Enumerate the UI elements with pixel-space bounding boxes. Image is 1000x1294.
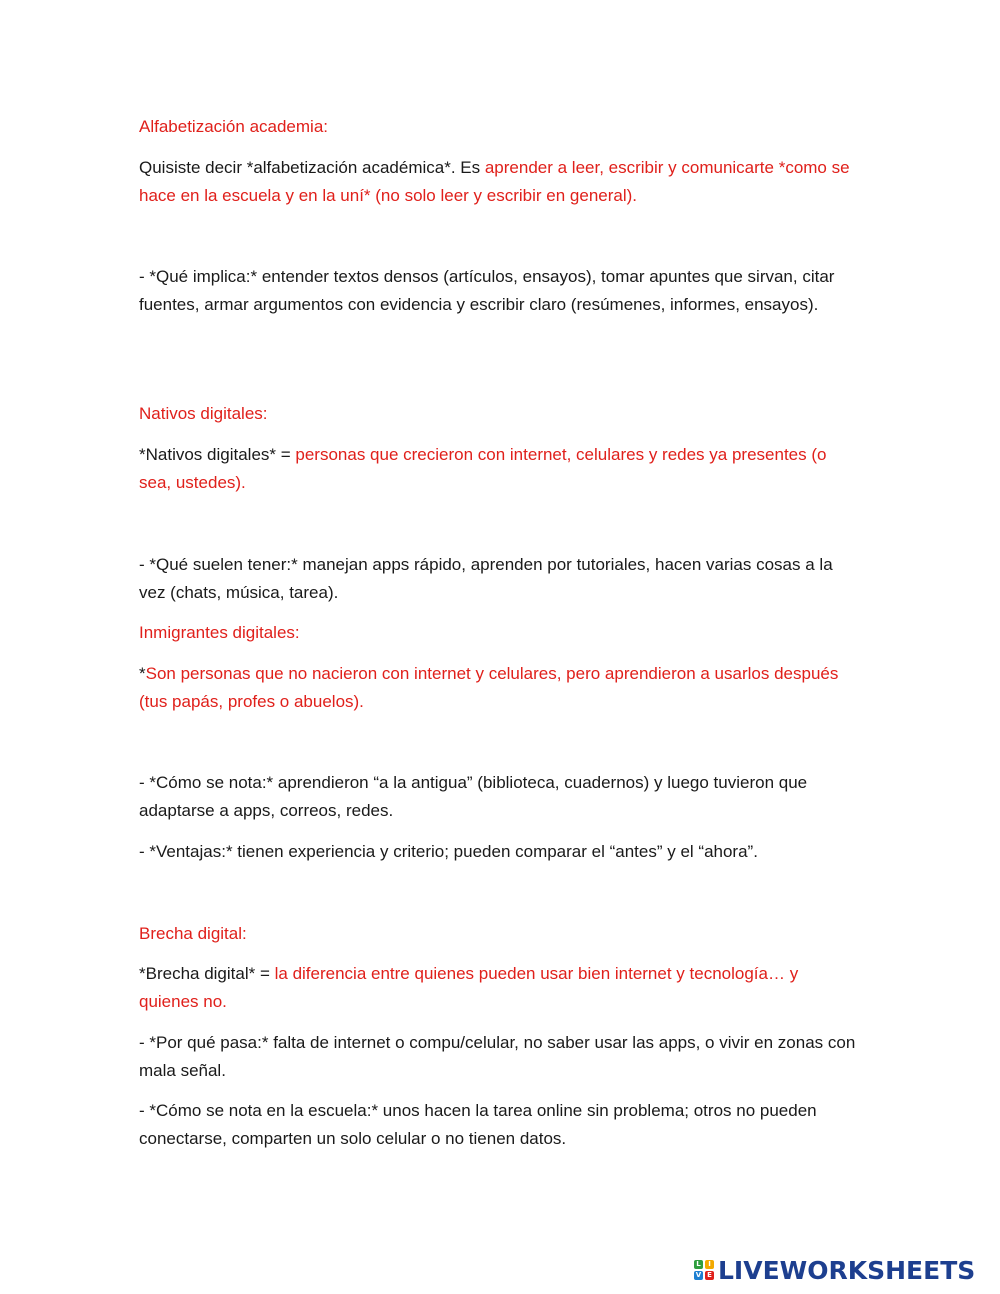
- paragraph-nativos-suelen: - *Qué suelen tener:* manejan apps rápido, aprenden por tutoriales, hacen varias cosas a la vez (chats, música, tarea).: [139, 555, 833, 602]
- logo-badge-letter: L: [694, 1260, 703, 1269]
- heading-nativos: Nativos digitales:: [139, 404, 268, 423]
- logo-badge-letter: E: [705, 1271, 714, 1280]
- logo-badge-icon: [694, 1260, 714, 1280]
- paragraph-alfabetizacion-definition: [139, 154, 861, 210]
- paragraph-brecha-por-que: - *Por qué pasa:* falta de internet o compu/celular, no saber usar las apps, o vivir en zonas con mala señal.: [139, 1033, 856, 1080]
- text-black: *Brecha digital* =: [139, 964, 275, 983]
- paragraph-brecha-definition: [139, 960, 861, 1016]
- paragraph-nativos-definition: [139, 441, 861, 497]
- logo-text: LIVEWORKSHEETS: [718, 1255, 976, 1285]
- heading-brecha: Brecha digital:: [139, 924, 247, 943]
- text-red: personas que crecieron con internet, celulares y redes ya presentes (o sea, ustedes).: [139, 445, 827, 492]
- paragraph-inmigrantes-ventajas: - *Ventajas:* tienen experiencia y criterio; pueden comparar el “antes” y el “ahora”.: [139, 842, 758, 861]
- logo-badge-letter: V: [695, 1271, 702, 1279]
- heading-inmigrantes: Inmigrantes digitales:: [139, 623, 300, 642]
- paragraph-inmigrantes-nota: - *Cómo se nota:* aprendieron “a la antigua” (biblioteca, cuadernos) y luego tuvieron que adaptarse a apps, correos, redes.: [139, 773, 808, 820]
- text-black: Quisiste decir *alfabetización académica*. Es: [139, 158, 485, 177]
- text-red: Son personas que no nacieron con internet y celulares, pero aprendieron a usarlos después (tus papás, profes o abuelos).: [139, 664, 839, 711]
- text-red: la diferencia entre quienes pueden usar bien internet y tecnología… y quienes no.: [139, 964, 799, 1011]
- heading-alfabetizacion: Alfabetización academia:: [139, 117, 329, 136]
- text-black: *: [139, 664, 146, 683]
- text-red: aprender a leer, escribir y comunicarte *como se hace en la escuela y en la uní* (no solo leer y escribir en general).: [139, 158, 850, 205]
- text-black: *Nativos digitales* =: [139, 445, 296, 464]
- paragraph-inmigrantes-definition: [139, 660, 861, 716]
- paragraph-alfabetizacion-implica: - *Qué implica:* entender textos densos (artículos, ensayos), tomar apuntes que sirvan, citar fuentes, armar argumentos con evidencia y escribir claro (resúmenes, informes, ensayos).: [139, 267, 835, 314]
- paragraph-brecha-escuela: - *Cómo se nota en la escuela:* unos hacen la tarea online sin problema; otros no pueden conectarse, comparten un solo celular o no tienen datos.: [139, 1101, 817, 1148]
- logo-badge-letter: I: [705, 1260, 714, 1269]
- liveworksheets-logo[interactable]: [694, 1255, 975, 1285]
